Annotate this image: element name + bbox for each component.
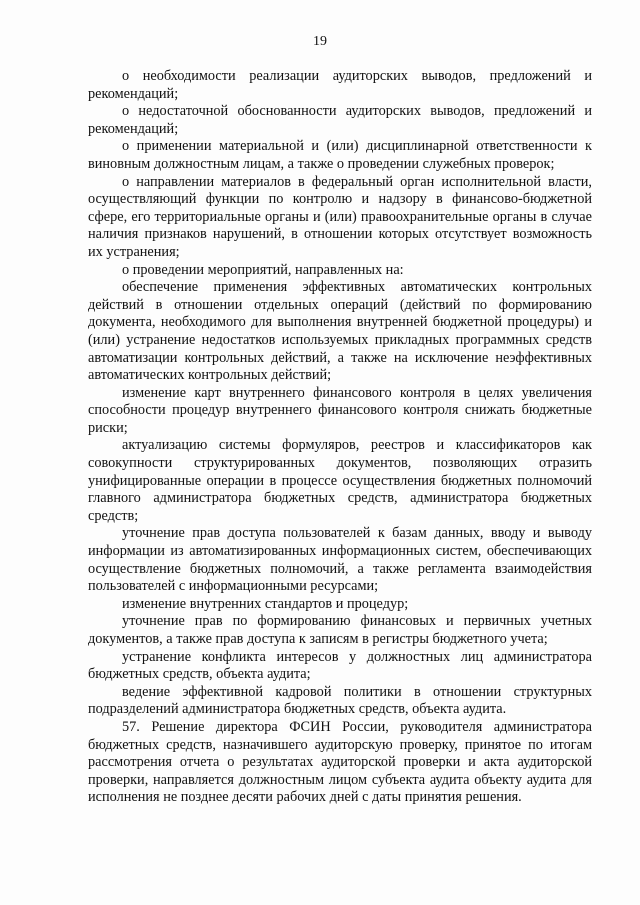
paragraph: изменение карт внутреннего финансового контроля в целях увеличения способности процедур внутреннего финансового контроля снижать бюджетные риски; bbox=[88, 384, 592, 436]
paragraph: ведение эффективной кадровой политики в отношении структурных подразделений администратора бюджетных средств, объекта аудита. bbox=[88, 683, 592, 718]
paragraph: устранение конфликта интересов у должностных лиц администратора бюджетных средств, объекта аудита; bbox=[88, 648, 592, 683]
paragraph: уточнение прав по формированию финансовых и первичных учетных документов, а также прав доступа к записям в регистры бюджетного учета; bbox=[88, 613, 592, 647]
paragraph: изменение внутренних стандартов и процедур; bbox=[122, 595, 409, 612]
paragraph: обеспечение применения эффективных автоматических контрольных действий в отношении отдельных операций (действий по формированию документа, необходимого для выполнения внутренней бюджетной процедуры) и (или) устранение недостатков используемых прикладных программных средств автоматизации контрольных действий, а также на исключение неэффективных автоматических контрольных действий; bbox=[88, 279, 592, 384]
page-number: 19 bbox=[313, 34, 327, 49]
paragraph: о необходимости реализации аудиторских выводов, предложений и рекомендаций; bbox=[88, 68, 592, 102]
paragraph: о недостаточной обоснованности аудиторских выводов, предложений и рекомендаций; bbox=[88, 103, 592, 137]
paragraph: актуализацию системы формуляров, реестров и классификаторов как совокупности структурированных документов, позволяющих отразить унифицированные операции в процессе осуществления бюджетных полномочий главного администратора бюджетных средств, администратора бюджетных средств; bbox=[88, 437, 592, 524]
paragraph: 57. Решение директора ФСИН России, руководителя администратора бюджетных средств, назначившего аудиторскую проверку, принятое по итогам рассмотрения отчета о результатах аудиторской проверки и акта аудиторской проверки, направляется должностным лицом субъекта аудита объекту аудита для исполнения не позднее десяти рабочих дней с даты принятия решения. bbox=[88, 718, 592, 806]
paragraph: о применении материальной и (или) дисциплинарной ответственности к виновным должностным лицам, а также о проведении служебных проверок; bbox=[88, 138, 592, 172]
paragraph: о проведении мероприятий, направленных на: bbox=[122, 261, 404, 278]
paragraph: уточнение прав доступа пользователей к базам данных, вводу и выводу информации из автоматизированных информационных систем, обеспечивающих осуществление бюджетных полномочий, а также регламента взаимодействия пользователей с информационными ресурсами; bbox=[88, 525, 592, 595]
paragraph: о направлении материалов в федеральный орган исполнительной власти, осуществляющий функции по контролю и надзору в финансово-бюджетной сфере, его территориальные органы и (или) правоохранительные органы в случае наличия признаков нарушений, в отношении которых отсутствует возможность их устранения; bbox=[88, 173, 592, 260]
document-body bbox=[88, 68, 592, 807]
